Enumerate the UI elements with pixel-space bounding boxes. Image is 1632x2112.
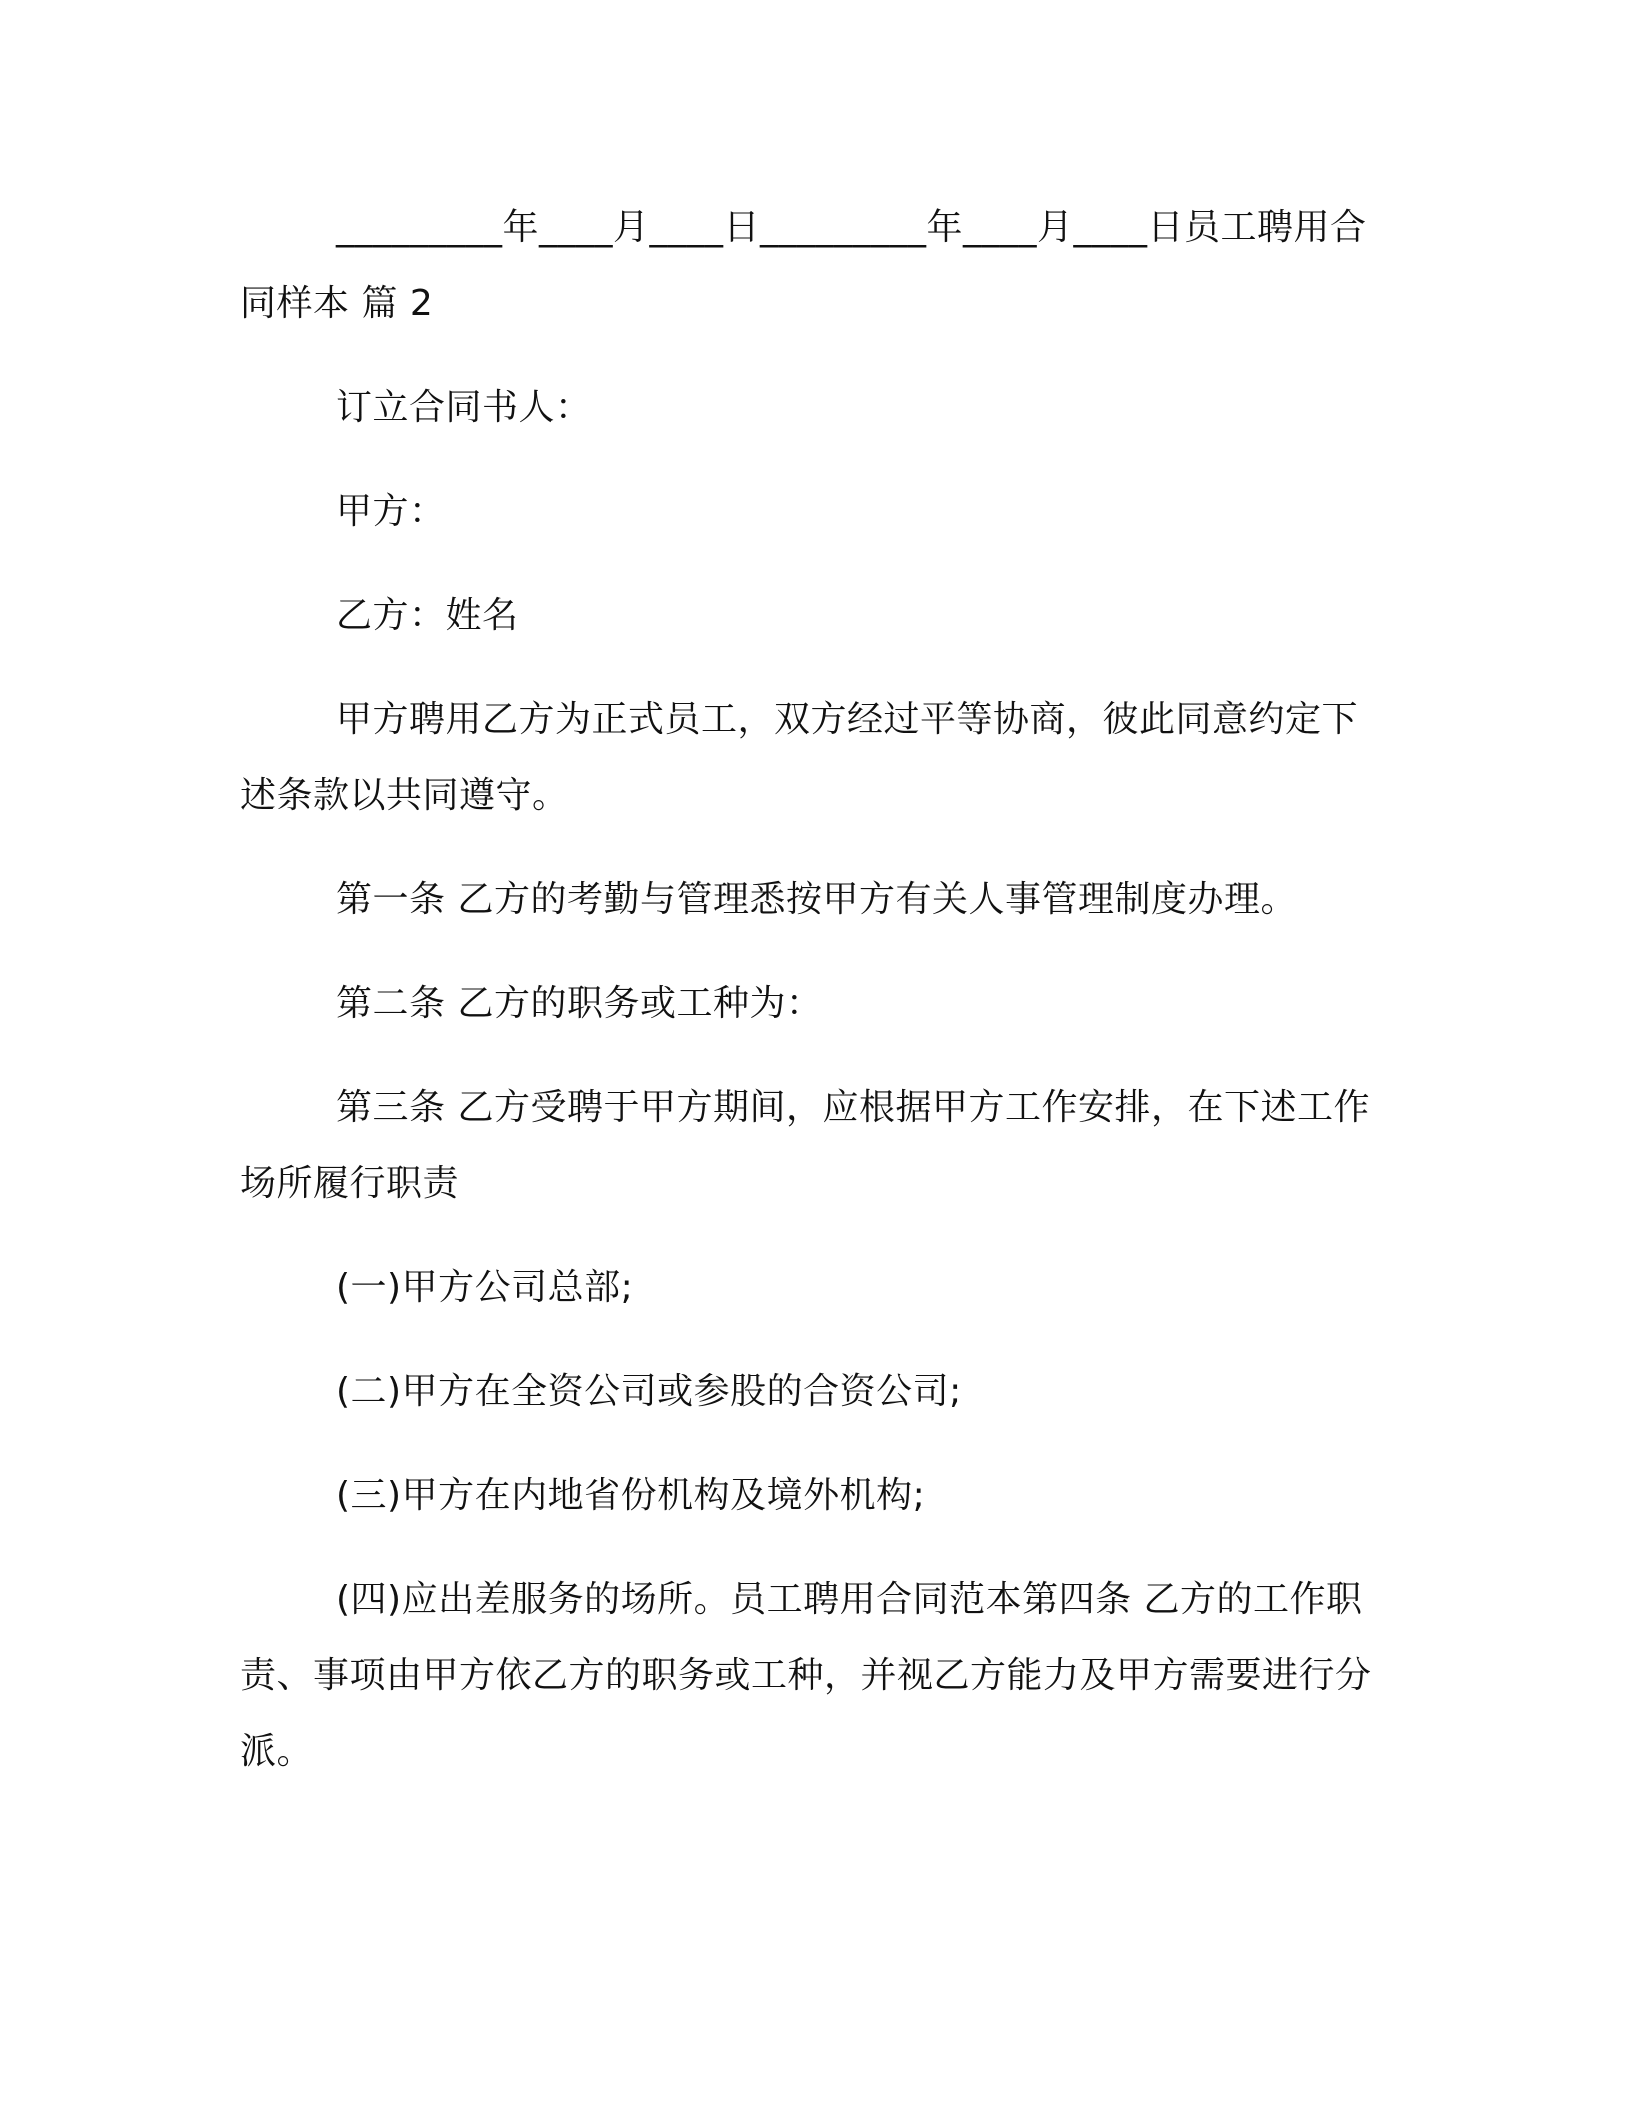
- paragraph-article-2: 第二条 乙方的职务或工种为：: [336, 983, 823, 1024]
- paragraph-article-1: 第一条 乙方的考勤与管理悉按甲方有关人事管理制度办理。: [336, 879, 1297, 920]
- paragraph-article-3: 第三条 乙方受聘于甲方期间，应根据甲方工作安排，在下述工作场所履行职责: [240, 1087, 1370, 1204]
- list-item-2: (二)甲方在全资公司或参股的合资公司;: [336, 1371, 962, 1412]
- list-item-3: (三)甲方在内地省份机构及境外机构;: [336, 1475, 926, 1516]
- list-item-4: (四)应出差服务的场所。员工聘用合同范本第四条 乙方的工作职责、事项由甲方依乙方的职务或工种，并视乙方能力及甲方需要进行分派。: [240, 1579, 1372, 1772]
- list-item-1: (一)甲方公司总部;: [336, 1267, 634, 1308]
- document-body: [240, 190, 1382, 1818]
- paragraph-party-a: 甲方：: [336, 491, 446, 532]
- paragraph-contract-signers: 订立合同书人：: [336, 387, 592, 428]
- paragraph-date-title: _________年____月____日_________年____月____日员工聘用合同样本 篇 2: [240, 207, 1367, 324]
- paragraph-preamble: 甲方聘用乙方为正式员工，双方经过平等协商，彼此同意约定下述条款以共同遵守。: [240, 699, 1359, 816]
- paragraph-party-b: 乙方：姓名: [336, 595, 519, 636]
